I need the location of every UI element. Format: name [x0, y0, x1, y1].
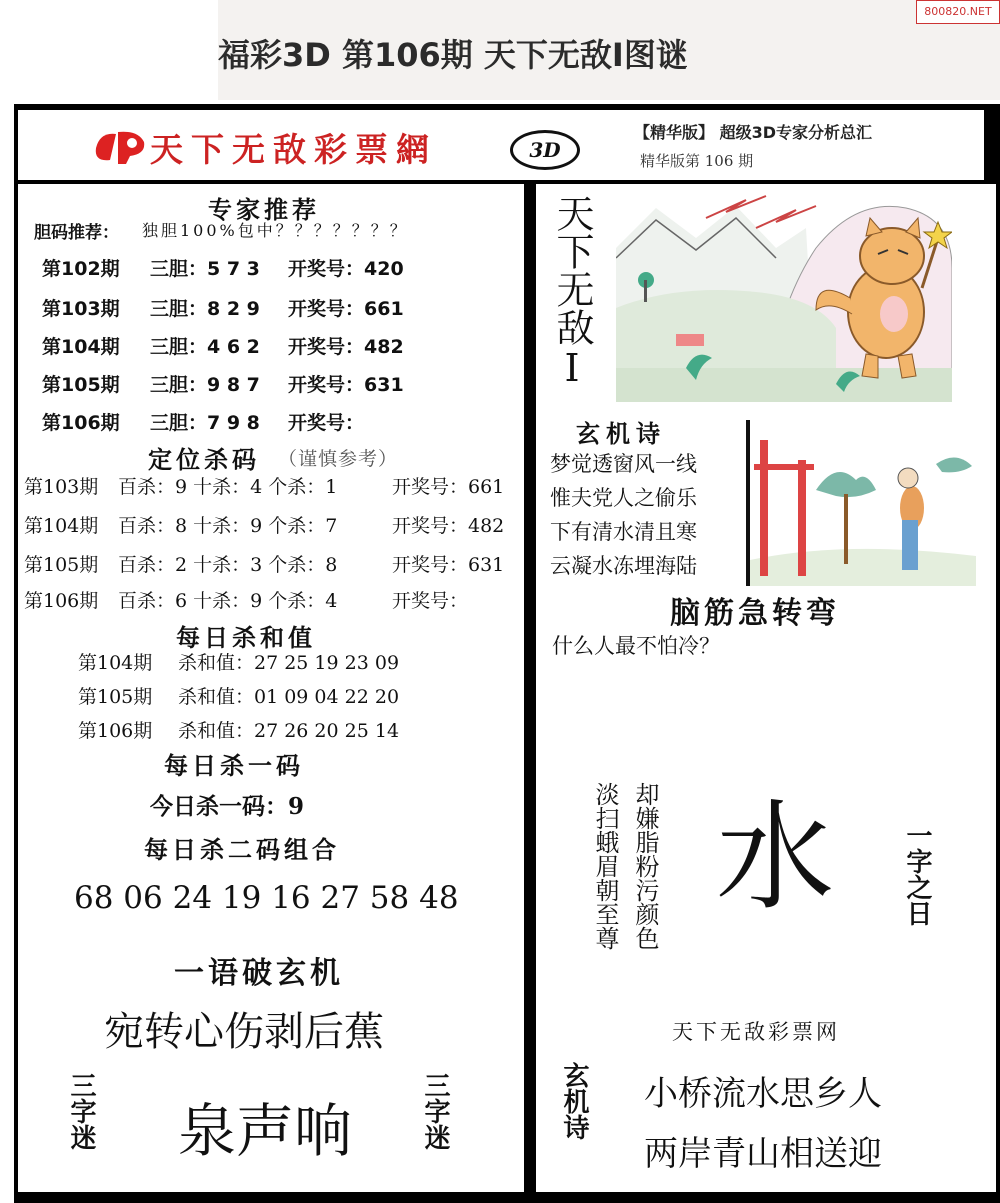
dingwei-row-kill: 百杀：9 十杀：4 个杀：1	[118, 476, 338, 498]
expert-row-issue: 第103期	[42, 298, 120, 320]
expert-row-san: 三胆：8 2 9	[150, 298, 260, 320]
poem2-line: 小桥流水思乡人	[644, 1074, 882, 1114]
dingwei-row-issue: 第103期	[24, 476, 99, 498]
watermark-badge: 800820.NET	[916, 0, 1000, 24]
expert-row-san: 三胆：7 9 8	[150, 412, 260, 434]
xuanji2-label: 玄机诗	[559, 1062, 589, 1140]
dan-text: 独胆100%包中？？？？？？？	[142, 221, 409, 240]
poem-line: 惟夫党人之偷乐	[550, 486, 697, 510]
expert-title: 专家推荐	[208, 196, 320, 224]
cat-illustration	[616, 188, 952, 402]
hezhi-row-issue: 第105期	[78, 686, 153, 708]
yiyu-title: 一语破玄机	[174, 956, 344, 991]
dingwei-row-kj: 开奖号：482	[392, 515, 505, 537]
poem2-line: 两岸青山相送迎	[644, 1134, 882, 1174]
hezhi-title: 每日杀和值	[176, 624, 316, 652]
dingwei-row-issue: 第104期	[24, 515, 99, 537]
naojin-title: 脑筋急转弯	[670, 596, 840, 631]
dingwei-row-issue: 第105期	[24, 554, 99, 576]
vertical-title: 天下无敌Ⅰ	[550, 194, 594, 390]
yiyu-text: 宛转心伤剥后蕉	[104, 1009, 384, 1055]
expert-row-san: 三胆：5 7 3	[150, 258, 260, 280]
riddle-question: 什么人最不怕冷？	[552, 634, 720, 658]
expert-row-kj: 开奖号：661	[288, 298, 404, 320]
dingwei-row-kill: 百杀：6 十杀：9 个杀：4	[118, 590, 338, 612]
dingwei-note: （谨慎参考）	[278, 448, 399, 470]
expert-row-issue: 第104期	[42, 336, 120, 358]
expert-row-san: 三胆：9 8 7	[150, 374, 260, 396]
dingwei-row-issue: 第106期	[24, 590, 99, 612]
dingwei-row-kj: 开奖号：631	[392, 554, 505, 576]
edition-label: 【精华版】 超级3D专家分析总汇	[634, 123, 872, 142]
dingwei-row-kill: 百杀：8 十杀：9 个杀：7	[118, 515, 338, 537]
expert-row-kj: 开奖号：	[288, 412, 365, 434]
poem-line: 下有清水清且寒	[550, 520, 697, 544]
yima-text: 今日杀一码：9	[150, 793, 305, 820]
erma-title: 每日杀二码组合	[144, 836, 340, 864]
lottery-logo-icon	[90, 126, 150, 166]
gate-illustration	[746, 420, 976, 586]
right-panel	[536, 184, 996, 1192]
page-title: 福彩3D 第106期 天下无敌Ⅰ图谜	[218, 36, 688, 74]
yima-title: 每日杀一码	[164, 752, 304, 780]
dingwei-title: 定位杀码	[148, 446, 260, 474]
hezhi-row-text: 杀和值：27 26 20 25 14	[178, 720, 400, 742]
expert-row-kj: 开奖号：420	[288, 258, 404, 280]
poster-header	[18, 110, 984, 180]
erma-numbers: 68 06 24 19 16 27 58 48	[74, 880, 459, 916]
dan-label: 胆码推荐：	[34, 223, 119, 243]
sanzimi-label-left: 三字迷	[66, 1072, 96, 1150]
expert-row-issue: 第106期	[42, 412, 120, 434]
expert-row-issue: 第105期	[42, 374, 120, 396]
verse-column-1: 却嫌脂粉污颜色	[631, 782, 659, 950]
expert-row-kj: 开奖号：482	[288, 336, 404, 358]
hezhi-row-issue: 第106期	[78, 720, 153, 742]
left-panel	[18, 184, 524, 1192]
dingwei-row-kj: 开奖号：	[392, 590, 469, 612]
big-answer-char: 水	[716, 788, 835, 926]
verse-column-2: 淡扫蛾眉朝至尊	[591, 782, 619, 950]
expert-row-kj: 开奖号：631	[288, 374, 404, 396]
hezhi-row-issue: 第104期	[78, 652, 153, 674]
expert-row-san: 三胆：4 6 2	[150, 336, 260, 358]
expert-row-issue: 第102期	[42, 258, 120, 280]
sanzimi-text: 泉声响	[178, 1097, 353, 1165]
poster-frame	[14, 104, 1000, 1203]
3d-badge: 3D	[510, 130, 580, 170]
dingwei-row-kill: 百杀：2 十杀：3 个杀：8	[118, 554, 338, 576]
site-name: 天下无敌彩票網	[150, 130, 437, 169]
poem-line: 云凝水冻埋海陆	[550, 554, 697, 578]
hezhi-row-text: 杀和值：01 09 04 22 20	[178, 686, 400, 708]
dingwei-row-kj: 开奖号：661	[392, 476, 505, 498]
site-footer-name: 天下无敌彩票网	[672, 1020, 840, 1044]
title-bar	[0, 0, 1000, 100]
sanzimi-label-right: 三字迷	[420, 1072, 450, 1150]
poem-line: 梦觉透窗风一线	[550, 452, 697, 476]
yizi-label: 一字之日	[902, 822, 932, 926]
issue-label: 精华版第 106 期	[640, 152, 754, 170]
hezhi-row-text: 杀和值：27 25 19 23 09	[178, 652, 400, 674]
xuanji-title: 玄机诗	[576, 420, 666, 448]
